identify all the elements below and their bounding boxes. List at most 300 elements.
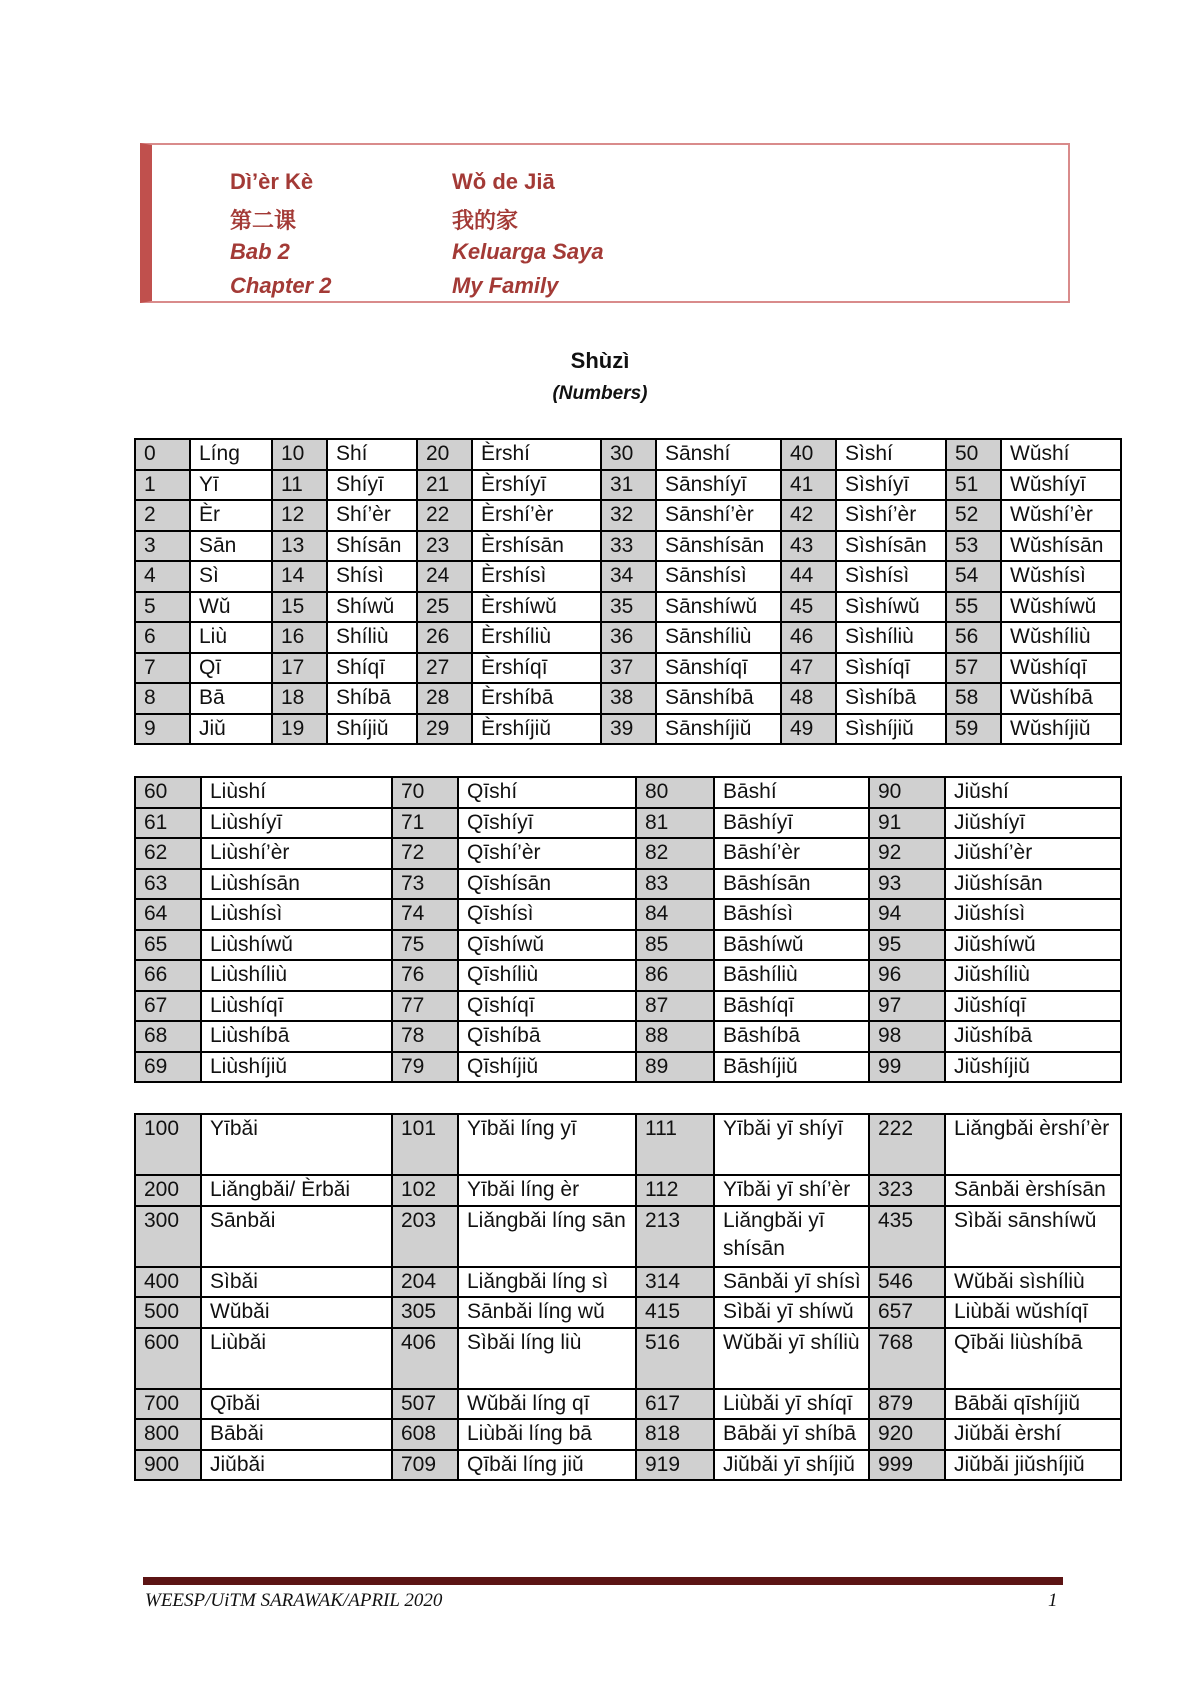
pinyin-cell: Liùbǎi yī shíqī bbox=[714, 1389, 869, 1420]
pinyin-cell: Liùshísì bbox=[201, 899, 392, 930]
pinyin-cell: Yībǎi yī shíyī bbox=[714, 1114, 869, 1175]
pinyin-cell: Èrshí bbox=[472, 439, 601, 470]
chapter-title-english: Chapter 2 bbox=[230, 273, 332, 298]
number-cell: 36 bbox=[601, 622, 656, 653]
number-cell: 516 bbox=[636, 1328, 714, 1389]
pinyin-cell: Bāshíbā bbox=[714, 1021, 869, 1052]
pinyin-cell: Qī bbox=[190, 653, 272, 684]
pinyin-cell: Èrshíyī bbox=[472, 470, 601, 501]
pinyin-cell: Èrshíwǔ bbox=[472, 592, 601, 623]
number-cell: 14 bbox=[272, 561, 327, 592]
number-cell: 768 bbox=[869, 1328, 945, 1389]
number-cell: 52 bbox=[946, 500, 1001, 531]
pinyin-cell: Liùshí bbox=[201, 777, 392, 808]
table-row bbox=[135, 1052, 1121, 1083]
table-row bbox=[135, 622, 1121, 653]
pinyin-cell: Jiǔbǎi jiǔshíjiǔ bbox=[945, 1450, 1121, 1481]
number-cell: 23 bbox=[417, 531, 472, 562]
table-row bbox=[135, 1389, 1121, 1420]
number-cell: 90 bbox=[869, 777, 945, 808]
pinyin-cell: Liùshíjiǔ bbox=[201, 1052, 392, 1083]
number-cell: 546 bbox=[869, 1267, 945, 1298]
table-row bbox=[135, 470, 1121, 501]
pinyin-cell: Liùshíyī bbox=[201, 808, 392, 839]
number-cell: 79 bbox=[392, 1052, 458, 1083]
pinyin-cell: Bāshíliù bbox=[714, 960, 869, 991]
number-cell: 74 bbox=[392, 899, 458, 930]
number-cell: 50 bbox=[946, 439, 1001, 470]
pinyin-cell: Sìshíliù bbox=[836, 622, 946, 653]
pinyin-cell: Shíbā bbox=[327, 683, 417, 714]
number-cell: 8 bbox=[135, 683, 190, 714]
number-cell: 98 bbox=[869, 1021, 945, 1052]
chapter-name-pinyin: Wǒ de Jiā bbox=[452, 169, 555, 194]
number-cell: 26 bbox=[417, 622, 472, 653]
number-cell: 879 bbox=[869, 1389, 945, 1420]
pinyin-cell: Èrshí’èr bbox=[472, 500, 601, 531]
number-cell: 82 bbox=[636, 838, 714, 869]
number-cell: 69 bbox=[135, 1052, 201, 1083]
header-row-title bbox=[230, 169, 555, 195]
pinyin-cell: Bābǎi qīshíjiǔ bbox=[945, 1389, 1121, 1420]
pinyin-cell: Liùshísān bbox=[201, 869, 392, 900]
pinyin-cell: Liùshíliù bbox=[201, 960, 392, 991]
number-cell: 87 bbox=[636, 991, 714, 1022]
pinyin-cell: Liùshíwǔ bbox=[201, 930, 392, 961]
number-cell: 1 bbox=[135, 470, 190, 501]
pinyin-cell: Sìshíbā bbox=[836, 683, 946, 714]
pinyin-cell: Sìshíyī bbox=[836, 470, 946, 501]
number-cell: 63 bbox=[135, 869, 201, 900]
table-row bbox=[135, 653, 1121, 684]
pinyin-cell: Èr bbox=[190, 500, 272, 531]
pinyin-cell: Sìshíqī bbox=[836, 653, 946, 684]
number-cell: 60 bbox=[135, 777, 201, 808]
number-cell: 81 bbox=[636, 808, 714, 839]
pinyin-cell: Shísì bbox=[327, 561, 417, 592]
number-cell: 58 bbox=[946, 683, 1001, 714]
pinyin-cell: Qīshíliù bbox=[458, 960, 636, 991]
number-cell: 94 bbox=[869, 899, 945, 930]
number-cell: 33 bbox=[601, 531, 656, 562]
pinyin-cell: Sānbǎi èrshísān bbox=[945, 1175, 1121, 1206]
pinyin-cell: Sìbǎi líng liù bbox=[458, 1328, 636, 1389]
pinyin-cell: Wǔbǎi sìshíliù bbox=[945, 1267, 1121, 1298]
pinyin-cell: Wǔ bbox=[190, 592, 272, 623]
pinyin-cell: Shíjiǔ bbox=[327, 714, 417, 745]
pinyin-cell: Jiǔshí bbox=[945, 777, 1121, 808]
number-cell: 93 bbox=[869, 869, 945, 900]
number-cell: 88 bbox=[636, 1021, 714, 1052]
number-cell: 818 bbox=[636, 1419, 714, 1450]
number-cell: 38 bbox=[601, 683, 656, 714]
pinyin-cell: Sìbǎi yī shíwǔ bbox=[714, 1297, 869, 1328]
pinyin-cell: Wǔshísì bbox=[1001, 561, 1121, 592]
number-cell: 200 bbox=[135, 1175, 201, 1206]
number-cell: 66 bbox=[135, 960, 201, 991]
chapter-title-malay: Bab 2 bbox=[230, 239, 290, 264]
pinyin-cell: Wǔshíqī bbox=[1001, 653, 1121, 684]
pinyin-cell: Wǔshíwǔ bbox=[1001, 592, 1121, 623]
table-row bbox=[135, 592, 1121, 623]
numbers-table-0-59 bbox=[134, 438, 1122, 745]
pinyin-cell: Sānshíyī bbox=[656, 470, 781, 501]
pinyin-cell: Liǎngbǎi líng sì bbox=[458, 1267, 636, 1298]
number-cell: 39 bbox=[601, 714, 656, 745]
number-cell: 101 bbox=[392, 1114, 458, 1175]
pinyin-cell: Sānshíjiǔ bbox=[656, 714, 781, 745]
chapter-title-chinese: 第二课 bbox=[230, 208, 297, 233]
number-cell: 27 bbox=[417, 653, 472, 684]
table-row bbox=[135, 1297, 1121, 1328]
table-row bbox=[135, 1021, 1121, 1052]
number-cell: 46 bbox=[781, 622, 836, 653]
pinyin-cell: Sānbǎi bbox=[201, 1206, 392, 1267]
number-cell: 29 bbox=[417, 714, 472, 745]
pinyin-cell: Jiǔbǎi yī shíjiǔ bbox=[714, 1450, 869, 1481]
header-row-chinese bbox=[230, 204, 519, 235]
pinyin-cell: Jiǔshíyī bbox=[945, 808, 1121, 839]
number-cell: 102 bbox=[392, 1175, 458, 1206]
number-cell: 415 bbox=[636, 1297, 714, 1328]
number-cell: 314 bbox=[636, 1267, 714, 1298]
number-cell: 97 bbox=[869, 991, 945, 1022]
number-cell: 45 bbox=[781, 592, 836, 623]
number-cell: 204 bbox=[392, 1267, 458, 1298]
pinyin-cell: Èrshíbā bbox=[472, 683, 601, 714]
pinyin-cell: Liǎngbǎi èrshí’èr bbox=[945, 1114, 1121, 1175]
number-cell: 71 bbox=[392, 808, 458, 839]
number-cell: 203 bbox=[392, 1206, 458, 1267]
number-cell: 600 bbox=[135, 1328, 201, 1389]
number-cell: 323 bbox=[869, 1175, 945, 1206]
number-cell: 42 bbox=[781, 500, 836, 531]
pinyin-cell: Qīshísān bbox=[458, 869, 636, 900]
number-cell: 20 bbox=[417, 439, 472, 470]
number-cell: 75 bbox=[392, 930, 458, 961]
number-cell: 18 bbox=[272, 683, 327, 714]
number-cell: 40 bbox=[781, 439, 836, 470]
pinyin-cell: Jiǔshíbā bbox=[945, 1021, 1121, 1052]
numbers-table-60-99 bbox=[134, 776, 1122, 1083]
pinyin-cell: Yībǎi bbox=[201, 1114, 392, 1175]
table-row bbox=[135, 960, 1121, 991]
pinyin-cell: Sānshí’èr bbox=[656, 500, 781, 531]
pinyin-cell: Bā bbox=[190, 683, 272, 714]
pinyin-cell: Liùbǎi líng bā bbox=[458, 1419, 636, 1450]
pinyin-cell: Wǔbǎi bbox=[201, 1297, 392, 1328]
number-cell: 57 bbox=[946, 653, 1001, 684]
table-row bbox=[135, 1206, 1121, 1267]
number-cell: 78 bbox=[392, 1021, 458, 1052]
pinyin-cell: Qīshísì bbox=[458, 899, 636, 930]
number-cell: 64 bbox=[135, 899, 201, 930]
pinyin-cell: Bābǎi bbox=[201, 1419, 392, 1450]
pinyin-cell: Liùshíbā bbox=[201, 1021, 392, 1052]
number-cell: 12 bbox=[272, 500, 327, 531]
pinyin-cell: Liùbǎi wǔshíqī bbox=[945, 1297, 1121, 1328]
number-cell: 709 bbox=[392, 1450, 458, 1481]
pinyin-cell: Qīshí’èr bbox=[458, 838, 636, 869]
pinyin-cell: Bābǎi yī shíbā bbox=[714, 1419, 869, 1450]
pinyin-cell: Qīshíqī bbox=[458, 991, 636, 1022]
pinyin-cell: Bāshíyī bbox=[714, 808, 869, 839]
pinyin-cell: Sìshíjiǔ bbox=[836, 714, 946, 745]
pinyin-cell: Shísān bbox=[327, 531, 417, 562]
number-cell: 4 bbox=[135, 561, 190, 592]
pinyin-cell: Jiǔbǎi bbox=[201, 1450, 392, 1481]
table-row bbox=[135, 1419, 1121, 1450]
table-row bbox=[135, 838, 1121, 869]
pinyin-cell: Wǔbǎi yī shíliù bbox=[714, 1328, 869, 1389]
number-cell: 43 bbox=[781, 531, 836, 562]
number-cell: 67 bbox=[135, 991, 201, 1022]
number-cell: 99 bbox=[869, 1052, 945, 1083]
number-cell: 5 bbox=[135, 592, 190, 623]
pinyin-cell: Shíyī bbox=[327, 470, 417, 501]
number-cell: 0 bbox=[135, 439, 190, 470]
number-cell: 49 bbox=[781, 714, 836, 745]
table-row bbox=[135, 683, 1121, 714]
number-cell: 59 bbox=[946, 714, 1001, 745]
table-row bbox=[135, 899, 1121, 930]
number-cell: 920 bbox=[869, 1419, 945, 1450]
number-cell: 21 bbox=[417, 470, 472, 501]
pinyin-cell: Sānshí bbox=[656, 439, 781, 470]
table-row bbox=[135, 991, 1121, 1022]
number-cell: 65 bbox=[135, 930, 201, 961]
footer-text: WEESP/UiTM SARAWAK/APRIL 2020 bbox=[145, 1590, 443, 1611]
pinyin-cell: Sānshíwǔ bbox=[656, 592, 781, 623]
chapter-header-box bbox=[140, 143, 1070, 303]
pinyin-cell: Yībǎi líng èr bbox=[458, 1175, 636, 1206]
table-row bbox=[135, 808, 1121, 839]
pinyin-cell: Sānbǎi yī shísì bbox=[714, 1267, 869, 1298]
pinyin-cell: Qīshíyī bbox=[458, 808, 636, 839]
number-cell: 34 bbox=[601, 561, 656, 592]
pinyin-cell: Sìshí’èr bbox=[836, 500, 946, 531]
number-cell: 507 bbox=[392, 1389, 458, 1420]
pinyin-cell: Qīshí bbox=[458, 777, 636, 808]
pinyin-cell: Shíwǔ bbox=[327, 592, 417, 623]
number-cell: 10 bbox=[272, 439, 327, 470]
section-subtitle: (Numbers) bbox=[552, 383, 648, 404]
table-row bbox=[135, 1175, 1121, 1206]
pinyin-cell: Sìshísì bbox=[836, 561, 946, 592]
pinyin-cell: Liùshí’èr bbox=[201, 838, 392, 869]
number-cell: 2 bbox=[135, 500, 190, 531]
number-cell: 62 bbox=[135, 838, 201, 869]
footer-divider bbox=[143, 1577, 1063, 1585]
table-row bbox=[135, 1114, 1121, 1175]
number-cell: 53 bbox=[946, 531, 1001, 562]
pinyin-cell: Wǔshíbā bbox=[1001, 683, 1121, 714]
number-cell: 400 bbox=[135, 1267, 201, 1298]
pinyin-cell: Jiǔshíwǔ bbox=[945, 930, 1121, 961]
number-cell: 25 bbox=[417, 592, 472, 623]
number-cell: 13 bbox=[272, 531, 327, 562]
pinyin-cell: Èrshíliù bbox=[472, 622, 601, 653]
pinyin-cell: Líng bbox=[190, 439, 272, 470]
pinyin-cell: Jiǔshíliù bbox=[945, 960, 1121, 991]
pinyin-cell: Shíqī bbox=[327, 653, 417, 684]
number-cell: 37 bbox=[601, 653, 656, 684]
pinyin-cell: Liùbǎi bbox=[201, 1328, 392, 1389]
chapter-name-malay: Keluarga Saya bbox=[452, 239, 604, 264]
number-cell: 84 bbox=[636, 899, 714, 930]
number-cell: 500 bbox=[135, 1297, 201, 1328]
pinyin-cell: Sì bbox=[190, 561, 272, 592]
number-cell: 80 bbox=[636, 777, 714, 808]
pinyin-cell: Sìshísān bbox=[836, 531, 946, 562]
number-cell: 41 bbox=[781, 470, 836, 501]
number-cell: 70 bbox=[392, 777, 458, 808]
pinyin-cell: Qībǎi líng jiǔ bbox=[458, 1450, 636, 1481]
pinyin-cell: Sìshí bbox=[836, 439, 946, 470]
pinyin-cell: Shíliù bbox=[327, 622, 417, 653]
header-row-english bbox=[230, 273, 559, 299]
pinyin-cell: Qībǎi liùshíbā bbox=[945, 1328, 1121, 1389]
number-cell: 700 bbox=[135, 1389, 201, 1420]
pinyin-cell: Wǔshísān bbox=[1001, 531, 1121, 562]
number-cell: 213 bbox=[636, 1206, 714, 1267]
number-cell: 30 bbox=[601, 439, 656, 470]
number-cell: 657 bbox=[869, 1297, 945, 1328]
pinyin-cell: Wǔbǎi líng qī bbox=[458, 1389, 636, 1420]
pinyin-cell: Liǎngbǎi/ Èrbǎi bbox=[201, 1175, 392, 1206]
number-cell: 9 bbox=[135, 714, 190, 745]
pinyin-cell: Èrshísì bbox=[472, 561, 601, 592]
number-cell: 15 bbox=[272, 592, 327, 623]
pinyin-cell: Liù bbox=[190, 622, 272, 653]
number-cell: 56 bbox=[946, 622, 1001, 653]
number-cell: 406 bbox=[392, 1328, 458, 1389]
pinyin-cell: Bāshíwǔ bbox=[714, 930, 869, 961]
number-cell: 608 bbox=[392, 1419, 458, 1450]
table-row bbox=[135, 1328, 1121, 1389]
number-cell: 48 bbox=[781, 683, 836, 714]
pinyin-cell: Bāshísān bbox=[714, 869, 869, 900]
number-cell: 68 bbox=[135, 1021, 201, 1052]
number-cell: 47 bbox=[781, 653, 836, 684]
number-cell: 86 bbox=[636, 960, 714, 991]
pinyin-cell: Yībǎi yī shí’èr bbox=[714, 1175, 869, 1206]
pinyin-cell: Sān bbox=[190, 531, 272, 562]
number-cell: 919 bbox=[636, 1450, 714, 1481]
pinyin-cell: Sìbǎi sānshíwǔ bbox=[945, 1206, 1121, 1267]
number-cell: 95 bbox=[869, 930, 945, 961]
pinyin-cell: Wǔshíjiǔ bbox=[1001, 714, 1121, 745]
pinyin-cell: Jiǔ bbox=[190, 714, 272, 745]
number-cell: 44 bbox=[781, 561, 836, 592]
number-cell: 11 bbox=[272, 470, 327, 501]
number-cell: 617 bbox=[636, 1389, 714, 1420]
number-cell: 7 bbox=[135, 653, 190, 684]
number-cell: 222 bbox=[869, 1114, 945, 1175]
number-cell: 72 bbox=[392, 838, 458, 869]
number-cell: 83 bbox=[636, 869, 714, 900]
number-cell: 800 bbox=[135, 1419, 201, 1450]
pinyin-cell: Bāshí’èr bbox=[714, 838, 869, 869]
pinyin-cell: Sānshísān bbox=[656, 531, 781, 562]
number-cell: 17 bbox=[272, 653, 327, 684]
number-cell: 6 bbox=[135, 622, 190, 653]
pinyin-cell: Èrshíjiǔ bbox=[472, 714, 601, 745]
number-cell: 55 bbox=[946, 592, 1001, 623]
pinyin-cell: Bāshíjiǔ bbox=[714, 1052, 869, 1083]
pinyin-cell: Liùshíqī bbox=[201, 991, 392, 1022]
table-row bbox=[135, 930, 1121, 961]
pinyin-cell: Jiǔbǎi èrshí bbox=[945, 1419, 1121, 1450]
pinyin-cell: Shí’èr bbox=[327, 500, 417, 531]
number-cell: 900 bbox=[135, 1450, 201, 1481]
number-cell: 112 bbox=[636, 1175, 714, 1206]
pinyin-cell: Bāshí bbox=[714, 777, 869, 808]
table-row bbox=[135, 531, 1121, 562]
pinyin-cell: Qīshíwǔ bbox=[458, 930, 636, 961]
number-cell: 96 bbox=[869, 960, 945, 991]
section-title: Shùzì bbox=[570, 348, 630, 373]
pinyin-cell: Shí bbox=[327, 439, 417, 470]
pinyin-cell: Yībǎi líng yī bbox=[458, 1114, 636, 1175]
table-row bbox=[135, 1267, 1121, 1298]
pinyin-cell: Èrshísān bbox=[472, 531, 601, 562]
number-cell: 51 bbox=[946, 470, 1001, 501]
table-row bbox=[135, 439, 1121, 470]
pinyin-cell: Jiǔshíqī bbox=[945, 991, 1121, 1022]
number-cell: 100 bbox=[135, 1114, 201, 1175]
table-row bbox=[135, 1450, 1121, 1481]
number-cell: 305 bbox=[392, 1297, 458, 1328]
number-cell: 35 bbox=[601, 592, 656, 623]
pinyin-cell: Yī bbox=[190, 470, 272, 501]
pinyin-cell: Qīshíbā bbox=[458, 1021, 636, 1052]
pinyin-cell: Qībǎi bbox=[201, 1389, 392, 1420]
number-cell: 77 bbox=[392, 991, 458, 1022]
number-cell: 32 bbox=[601, 500, 656, 531]
number-cell: 24 bbox=[417, 561, 472, 592]
number-cell: 73 bbox=[392, 869, 458, 900]
pinyin-cell: Qīshíjiǔ bbox=[458, 1052, 636, 1083]
pinyin-cell: Sānshíliù bbox=[656, 622, 781, 653]
number-cell: 435 bbox=[869, 1206, 945, 1267]
pinyin-cell: Wǔshíliù bbox=[1001, 622, 1121, 653]
table-row bbox=[135, 714, 1121, 745]
table-row bbox=[135, 561, 1121, 592]
pinyin-cell: Jiǔshí’èr bbox=[945, 838, 1121, 869]
page-number: 1 bbox=[1048, 1590, 1058, 1611]
pinyin-cell: Bāshísì bbox=[714, 899, 869, 930]
chapter-title-pinyin: Dì’èr Kè bbox=[230, 169, 314, 194]
chapter-name-chinese: 我的家 bbox=[452, 208, 519, 233]
pinyin-cell: Wǔshíyī bbox=[1001, 470, 1121, 501]
number-cell: 31 bbox=[601, 470, 656, 501]
pinyin-cell: Jiǔshísì bbox=[945, 899, 1121, 930]
pinyin-cell: Wǔshí bbox=[1001, 439, 1121, 470]
table-row bbox=[135, 869, 1121, 900]
pinyin-cell: Bāshíqī bbox=[714, 991, 869, 1022]
pinyin-cell: Sìshíwǔ bbox=[836, 592, 946, 623]
number-cell: 76 bbox=[392, 960, 458, 991]
pinyin-cell: Jiǔshísān bbox=[945, 869, 1121, 900]
number-cell: 28 bbox=[417, 683, 472, 714]
header-row-malay bbox=[230, 239, 604, 265]
numbers-table-hundreds bbox=[134, 1113, 1122, 1481]
pinyin-cell: Sānshísì bbox=[656, 561, 781, 592]
pinyin-cell: Liǎngbǎi líng sān bbox=[458, 1206, 636, 1267]
number-cell: 999 bbox=[869, 1450, 945, 1481]
number-cell: 92 bbox=[869, 838, 945, 869]
